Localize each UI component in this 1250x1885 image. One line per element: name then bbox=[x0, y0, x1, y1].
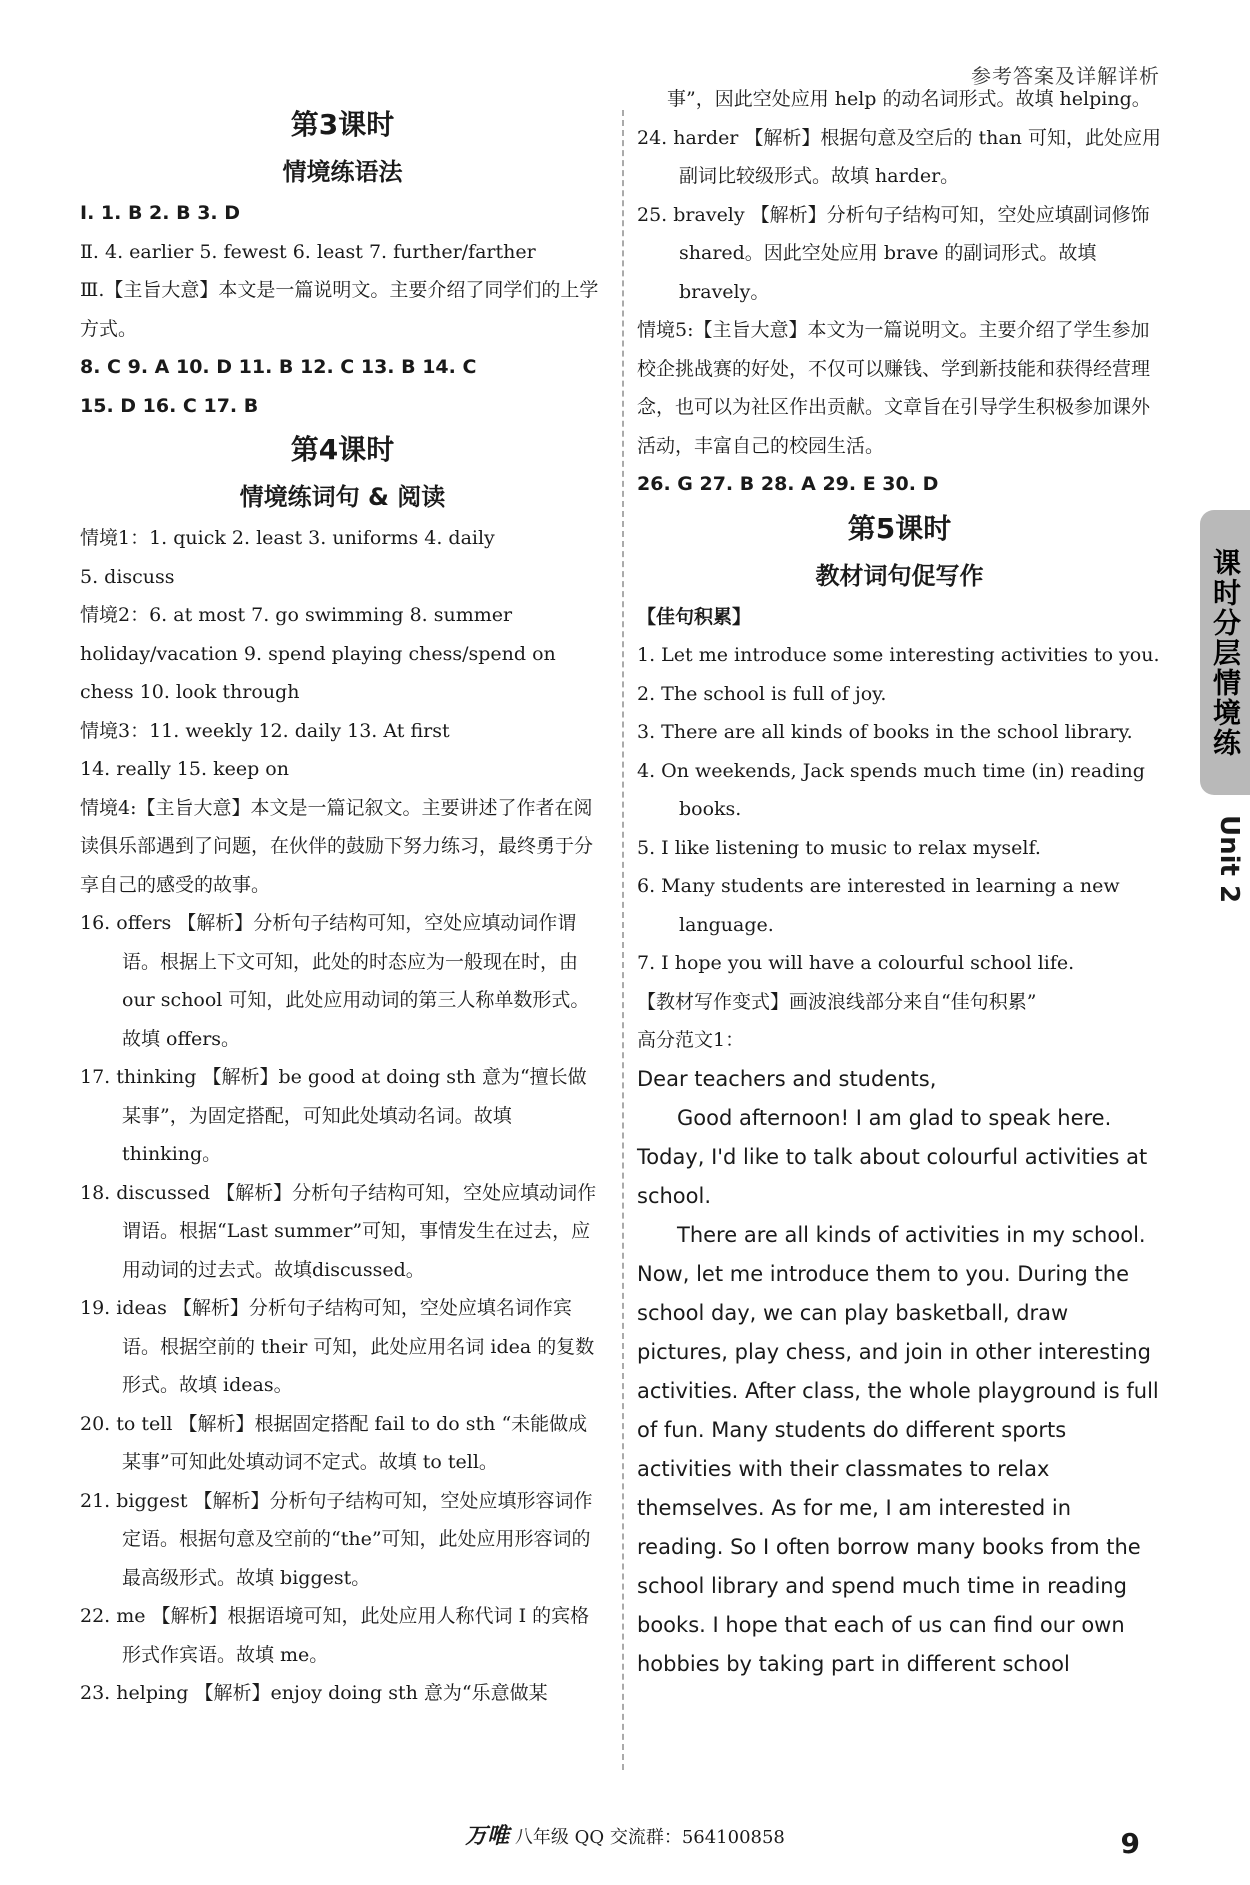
page-number: 9 bbox=[1120, 1827, 1140, 1860]
answer-item: 23. helping 【解析】enjoy doing sth 意为“乐意做某 bbox=[80, 1682, 548, 1704]
answer-line: 情境1：1. quick 2. least 3. uniforms 4. daily bbox=[80, 527, 495, 549]
sentence-item: 3. There are all kinds of books in the school library. bbox=[637, 721, 1133, 743]
footer-text: 八年级 QQ 交流群：564100858 bbox=[514, 1827, 785, 1848]
lesson3-title: 第3课时 bbox=[290, 108, 395, 141]
answer-item: 19. ideas 【解析】分析句子结构可知，空处应填名词作宾语。根据空前的 their 可知，此处应用名词 idea 的复数形式。故填 ideas。 bbox=[80, 1297, 595, 1396]
answer-item: 事”，因此空处应用 help 的动名词形式。故填 helping。 bbox=[667, 88, 1151, 110]
lesson4-title: 第4课时 bbox=[290, 433, 395, 466]
sentence-item: 7. I hope you will have a colourful school life. bbox=[637, 952, 1075, 974]
lesson5-subtitle: 教材词句促写作 bbox=[815, 561, 984, 590]
answer-item: 20. to tell 【解析】根据固定搭配 fail to do sth “未能做成某事”可知此处填动词不定式。故填 to tell。 bbox=[80, 1412, 588, 1473]
page-footer bbox=[0, 1819, 1250, 1850]
answer-line: Ⅲ.【主旨大意】本文是一篇说明文。主要介绍了同学们的上学方式。 bbox=[80, 279, 599, 340]
column-divider bbox=[622, 110, 624, 1770]
sentence-item: 2. The school is full of joy. bbox=[637, 682, 887, 705]
model-essay-title: 高分范文1： bbox=[637, 1029, 745, 1051]
jiaju-title: 【佳句积累】 bbox=[637, 605, 752, 628]
lesson4-subtitle: 情境练词句 & 阅读 bbox=[239, 483, 446, 511]
answer-line: 8. C 9. A 10. D 11. B 12. C 13. B 14. C bbox=[80, 356, 477, 378]
answer-line: 26. G 27. B 28. A 29. E 30. D bbox=[637, 473, 939, 495]
page-header: 参考答案及详解详析 bbox=[971, 64, 1160, 88]
essay-paragraph: Good afternoon! I am glad to speak here. Today, I'd like to talk about colourful activities at school. bbox=[637, 1105, 1148, 1208]
answer-line: 14. really 15. keep on bbox=[80, 758, 289, 780]
writing-variant-note: 【教材写作变式】画波浪线部分来自“佳句积累” bbox=[637, 990, 1037, 1013]
essay-greeting: Dear teachers and students, bbox=[637, 1066, 937, 1091]
answer-line: 情境3：11. weekly 12. daily 13. At first bbox=[80, 719, 450, 742]
sentence-item: 1. Let me introduce some interesting activities to you. bbox=[637, 644, 1160, 666]
answer-line: 情境2：6. at most 7. go swimming 8. summer holiday/vacation 9. spend playing chess/spend on chess 10. look through bbox=[80, 604, 556, 703]
answer-line: 情境4:【主旨大意】本文是一篇记叙文。主要讲述了作者在阅读俱乐部遇到了问题，在伙伴的鼓励下努力练习，最终勇于分享自己的感受的故事。 bbox=[80, 796, 594, 896]
sentence-item: 6. Many students are interested in learning a new language. bbox=[637, 875, 1120, 936]
sentence-item: 5. I like listening to music to relax myself. bbox=[637, 836, 1041, 859]
right-column bbox=[637, 80, 1162, 1684]
left-column bbox=[80, 100, 605, 1713]
answer-item: 17. thinking 【解析】be good at doing sth 意为“擅长做某事”，为固定搭配，可知此处填动名词。故填 thinking。 bbox=[80, 1066, 587, 1165]
sentence-item: 4. On weekends, Jack spends much time (in) reading books. bbox=[637, 759, 1145, 820]
answer-line: 5. discuss bbox=[80, 565, 175, 588]
essay-paragraph: There are all kinds of activities in my school. Now, let me introduce them to you. During the school day, we can play basketball, draw pictures, play chess, and join in other interesting activities. After class, the whole playground is full of fun. Many students do different sports activities with their classmates to relax themselves. As for me, I am interested in reading. So I often borrow many books from the school library and spend much time in reading books. I hope that each of us can find our own hobbies by taking part in different school bbox=[637, 1222, 1159, 1676]
answer-item: 情境5:【主旨大意】本文为一篇说明文。主要介绍了学生参加校企挑战赛的好处，不仅可以赚钱、学到新技能和获得经营理念，也可以为社区作出贡献。文章旨在引导学生积极参加课外活动，丰富自己的校园生活。 bbox=[637, 319, 1151, 457]
lesson5-title: 第5课时 bbox=[847, 511, 952, 545]
answer-line: Ⅱ. 4. earlier 5. fewest 6. least 7. further/farther bbox=[80, 240, 536, 263]
lesson3-subtitle: 情境练语法 bbox=[282, 158, 403, 186]
answer-line: Ⅰ. 1. B 2. B 3. D bbox=[80, 202, 241, 224]
section-side-tab: 课时分层情境练 bbox=[1200, 510, 1250, 795]
answer-item: 21. biggest 【解析】分析句子结构可知，空处应填形容词作定语。根据句意及空前的“the”可知，此处应用形容词的最高级形式。故填 biggest。 bbox=[80, 1489, 593, 1589]
unit-side-tab: Unit 2 bbox=[1214, 815, 1244, 904]
answer-line: 15. D 16. C 17. B bbox=[80, 394, 259, 417]
answer-item: 24. harder 【解析】根据句意及空后的 than 可知，此处应用副词比较级形式。故填 harder。 bbox=[637, 126, 1161, 187]
answer-item: 18. discussed 【解析】分析句子结构可知，空处应填动词作谓语。根据“Last summer”可知，事情发生在过去，应用动词的过去式。故填discussed。 bbox=[80, 1181, 597, 1281]
answer-item: 22. me 【解析】根据语境可知，此处应用人称代词 I 的宾格形式作宾语。故填 me。 bbox=[80, 1605, 590, 1666]
answer-item: 25. bravely 【解析】分析句子结构可知，空处应填副词修饰 shared。因此空处应用 brave 的副词形式。故填 bravely。 bbox=[637, 203, 1150, 303]
answer-item: 16. offers 【解析】分析句子结构可知，空处应填动词作谓语。根据上下文可知，此处的时态应为一般现在时，由 our school 可知，此处应用动词的第三人称单数形式。故填 offers。 bbox=[80, 912, 590, 1050]
brand-logo: 万唯 bbox=[465, 1823, 510, 1849]
